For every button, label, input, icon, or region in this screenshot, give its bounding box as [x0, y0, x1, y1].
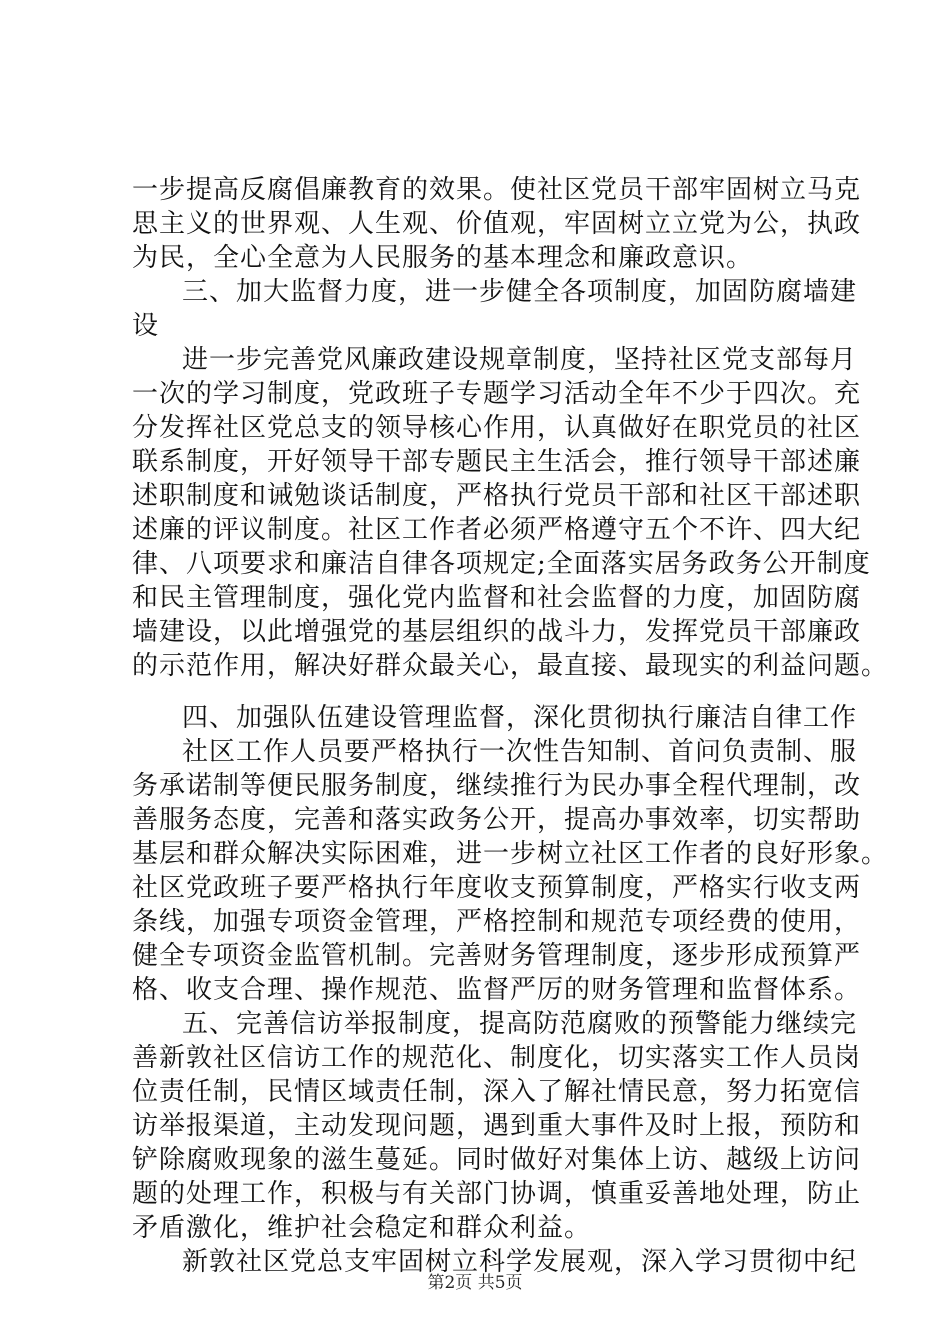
- text-line: 铲除腐败现象的滋生蔓延。同时做好对集体上访、越级上访问: [132, 1145, 862, 1175]
- text-line: 分发挥社区党总支的领导核心作用，认真做好在职党员的社区: [132, 413, 862, 443]
- text-line: 和民主管理制度，强化党内监督和社会监督的力度，加固防腐: [132, 583, 862, 613]
- text-line: 条线，加强专项资金管理，严格控制和规范专项经费的使用，: [132, 907, 862, 937]
- text-line: 一步提高反腐倡廉教育的效果。使社区党员干部牢固树立马克: [132, 175, 862, 205]
- text-line: 为民，全心全意为人民服务的基本理念和廉政意识。: [132, 243, 754, 273]
- text-line: 健全专项资金监管机制。完善财务管理制度，逐步形成预算严: [132, 941, 862, 971]
- text-line: 律、八项要求和廉洁自律各项规定;全面落实居务政务公开制度: [132, 549, 871, 579]
- text-line: 进一步完善党风廉政建设规章制度，坚持社区党支部每月: [182, 345, 858, 375]
- section-heading: 三、加大监督力度，进一步健全各项制度，加固防腐墙建: [182, 277, 858, 307]
- text-line: 基层和群众解决实际困难，进一步树立社区工作者的良好形象。: [132, 839, 889, 869]
- text-line: 善服务态度，完善和落实政务公开，提高办事效率，切实帮助: [132, 805, 862, 835]
- text-line: 述职制度和诫勉谈话制度，严格执行党员干部和社区干部述职: [132, 481, 862, 511]
- text-line: 社区工作人员要严格执行一次性告知制、首问负责制、服: [182, 737, 858, 767]
- text-line: 述廉的评议制度。社区工作者必须严格遵守五个不许、四大纪: [132, 515, 862, 545]
- text-line: 新敦社区党总支牢固树立科学发展观，深入学习贯彻中纪: [182, 1247, 858, 1277]
- page-number-footer: 第2页 共5页: [427, 1273, 523, 1293]
- text-line: 矛盾激化，维护社会稳定和群众利益。: [132, 1213, 592, 1243]
- section-heading: 五、完善信访举报制度，提高防范腐败的预警能力继续完: [182, 1009, 858, 1039]
- text-line: 务承诺制等便民服务制度，继续推行为民办事全程代理制，改: [132, 771, 862, 801]
- section-heading: 四、加强队伍建设管理监督，深化贯彻执行廉洁自律工作: [182, 703, 858, 733]
- text-line: 访举报渠道，主动发现问题，遇到重大事件及时上报，预防和: [132, 1111, 862, 1141]
- text-line: 墙建设，以此增强党的基层组织的战斗力，发挥党员干部廉政: [132, 617, 862, 647]
- text-line: 一次的学习制度，党政班子专题学习活动全年不少于四次。充: [132, 379, 862, 409]
- text-line: 格、收支合理、操作规范、监督严厉的财务管理和监督体系。: [132, 975, 862, 1005]
- text-line: 善新敦社区信访工作的规范化、制度化，切实落实工作人员岗: [132, 1043, 862, 1073]
- section-heading: 设: [132, 311, 160, 341]
- text-line: 社区党政班子要严格执行年度收支预算制度，严格实行收支两: [132, 873, 862, 903]
- text-line: 位责任制，民情区域责任制，深入了解社情民意，努力拓宽信: [132, 1077, 862, 1107]
- text-line: 题的处理工作，积极与有关部门协调，慎重妥善地处理，防止: [132, 1179, 862, 1209]
- text-line: 思主义的世界观、人生观、价值观，牢固树立立党为公，执政: [132, 209, 862, 239]
- text-line: 的示范作用，解决好群众最关心，最直接、最现实的利益问题。: [132, 651, 889, 681]
- text-line: 联系制度，开好领导干部专题民主生活会，推行领导干部述廉: [132, 447, 862, 477]
